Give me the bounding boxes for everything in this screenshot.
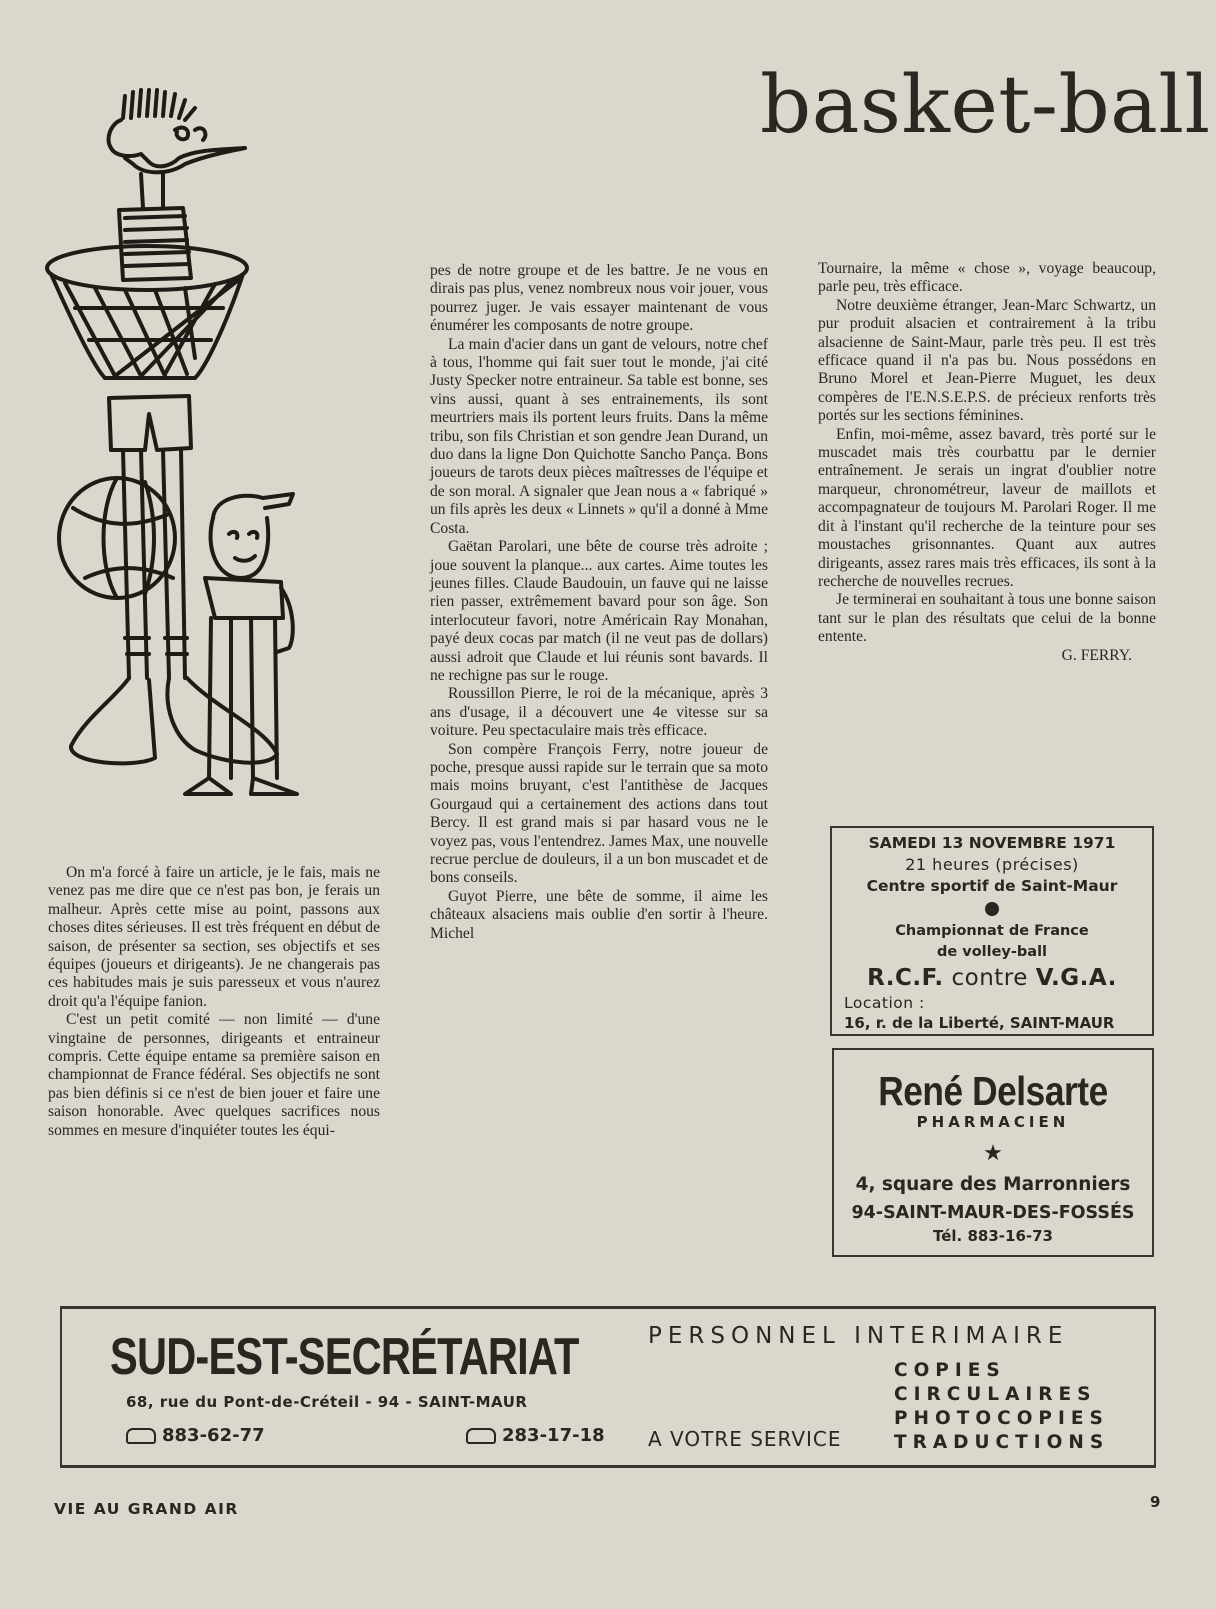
article-paragraph: On m'a forcé à faire un article, je le fais, mais ne venez pas me dire que ce n'est pas bon, je ferais un malheur. Après cette mise au point, passons aux choses dites sérieuses. Il est très fréquent en début de saison, de présenter sa section, ses objectifs et ses équipes (joueurs et dirigeants). Je ne changerais pas ces habitudes mais je suis paresseux et vous n'aurez droit qu'a l'équipe fanion.: [48, 864, 380, 1010]
telephone-icon: [126, 1428, 156, 1444]
ad-address: 68, rue du Pont-de-Créteil - 94 - SAINT-MAUR: [126, 1393, 528, 1411]
article-signature: G. FERRY.: [1061, 646, 1132, 664]
article-paragraph: Notre deuxième étranger, Jean-Marc Schwartz, un pur produit alsacien et contrairement à la tribu alsacienne de Saint-Maur, parle très peu. Il est très efficace quand il n'a pas bu. Nous possédons en Bruno Morel et Jean-Pierre Muguet, les deux compères de l'E.N.S.E.P.S. de précieux renforts très portés sur les sections féminines.: [818, 296, 1156, 425]
pharmacy-address-city: 94-SAINT-MAUR-DES-FOSSÉS: [851, 1203, 1135, 1223]
article-paragraph: Je terminerai en souhaitant à tous une bonne saison tant sur le plan des résultats que celui de la bonne entente.: [818, 591, 1156, 646]
ad-phone-number: 883-62-77: [162, 1425, 265, 1446]
event-location-label: Location :: [844, 994, 925, 1012]
article-paragraph: Tournaire, la même « chose », voyage beaucoup, parle peu, très efficace.: [818, 260, 1156, 296]
article-paragraph: Guyot Pierre, une bête de somme, il aime les châteaux alsaciens mais oublie d'en sortir à l'heure. Michel: [430, 887, 768, 942]
article-column-1: [48, 864, 380, 1140]
page-number: 9: [1150, 1493, 1161, 1511]
event-time: 21 heures (précises): [905, 855, 1079, 874]
ad-tagline: PERSONNEL INTERIMAIRE: [648, 1323, 1069, 1349]
ad-service-line: A VOTRE SERVICE: [648, 1427, 842, 1451]
pharmacy-phone: Tél. 883-16-73: [933, 1227, 1053, 1245]
ad-phone-2: [466, 1425, 605, 1446]
ad-phone-1: [126, 1425, 265, 1446]
ad-phone-number: 283-17-18: [502, 1425, 605, 1446]
ad-service-item: CIRCULAIRES: [894, 1384, 1097, 1405]
article-column-3: [818, 260, 1156, 665]
event-location-address: 16, r. de la Liberté, SAINT-MAUR: [844, 1014, 1115, 1032]
event-versus: contre: [951, 965, 1028, 991]
article-paragraph: Roussillon Pierre, le roi de la mécanique, après 3 ans d'usage, il a découvert une 4e vitesse sur sa voiture. Peu spectaculaire mais très efficace.: [430, 685, 768, 740]
ad-service-item: TRADUCTIONS: [894, 1432, 1110, 1453]
event-championship: Championnat de France: [895, 923, 1089, 939]
telephone-icon: [466, 1428, 496, 1444]
article-column-2: [430, 262, 768, 943]
event-venue: Centre sportif de Saint-Maur: [866, 877, 1118, 895]
article-paragraph: La main d'acier dans un gant de velours, notre chef à tous, l'homme qui fait suer tout le monde, j'ai cité Justy Specker notre entraineur. Sa table est bonne, ses vins aussi, quant à ses entrainements, ils sont meurtriers mais ils portent leurs fruits. Dans la même tribu, son fils Christian et son gendre Jean Durand, un duo dans la ligne Don Quichotte Sancho Pança. Bons joueurs de tarots deux pièces maîtresses de l'équipe et de son moral. A signaler que Jean nous a « fabriqué » un fils après les deux « Linnets » qu'il a donné à Mme Costa.: [430, 335, 768, 537]
article-paragraph: Son compère François Ferry, notre joueur de poche, presque aussi rapide sur le terrain que sa moto mais moins bruyant, c'est l'antithèse de Jacques Gourgaud qui a certainement des actions dans tout Bercy. Il est grand mais si par hasard vous ne le voyez pas, vous l'entendrez. James Max, une nouvelle recrue perclue de douleurs, il a un bon muscadet et de bons conseils.: [430, 740, 768, 887]
pharmacy-address-street: 4, square des Marronniers: [855, 1174, 1131, 1195]
secretariat-ad-box: [60, 1306, 1156, 1468]
article-paragraph: Gaëtan Parolari, une bête de course très adroite ; joue souvent la planque... aux cartes. Aime toutes les jeunes filles. Claude Baudouin, un fauve qui ne laisse rien passer, extrêmement bavard pour son âge. Son interlocuteur favori, notre Américain Ray Monahan, payé deux cocas par match (il ne veut pas de dollars) aussi adroit que Claude et lui réunis sont bavards. Il ne rechigne pas sur le rouge.: [430, 538, 768, 684]
star-icon: ★: [983, 1141, 1003, 1166]
pharmacy-ad-box: [832, 1048, 1154, 1257]
article-paragraph: C'est un petit comité — non limité — d'une vingtaine de personnes, dirigeants et entraineur compris. Cette équipe entame sa première saison en championnat de France fédéral. Ses objectifs ne sont pas bien définis si ce n'est de bien jouer et faire une saison honorable. Avec quelques sacrifices nous sommes en mesure d'inquiéter toutes les équi-: [48, 1011, 380, 1139]
basketball-player-cartoon-icon: [45, 78, 305, 808]
article-paragraph: Enfin, moi-même, assez bavard, très porté sur le muscadet mais très courbattu par le dernier entraînement. Je serais un ingrat d'oublier notre marqueur, chronométreur, laveur de maillots et accompagnateur de toujours M. Parolari Roger. Il me dit à l'instant qu'il recherche de la teinture pour ses moustaches grisonnantes. Quant aux autres dirigeants, assez rares mais très efficaces, ils sont à la recherche de nouvelles recrues.: [818, 425, 1156, 590]
page-title: basket-ball: [760, 58, 1211, 151]
pharmacy-profession: PHARMACIEN: [916, 1113, 1070, 1131]
event-sport: de volley-ball: [936, 944, 1048, 960]
article-paragraph: pes de notre groupe et de les battre. Je ne vous en dirais pas plus, venez nombreux nous voir jouer, vous pourrez juger. Je vais essayer maintenant de vous énumérer les composants de notre groupe.: [430, 262, 768, 335]
ad-services-list: [894, 1359, 1109, 1455]
event-team-home: R.C.F.: [867, 965, 944, 991]
event-team-away: V.G.A.: [1035, 965, 1117, 991]
magazine-name: VIE AU GRAND AIR: [54, 1500, 239, 1518]
bullet-dot-icon: [985, 902, 999, 916]
event-date: SAMEDI 13 NOVEMBRE 1971: [868, 834, 1116, 852]
event-match: [832, 965, 1152, 991]
pharmacy-name: René Delsarte: [878, 1068, 1108, 1114]
ad-company-name: SUD-EST-SECRÉTARIAT: [110, 1328, 579, 1386]
event-announcement-box: [830, 826, 1154, 1036]
ad-service-item: PHOTOCOPIES: [894, 1408, 1109, 1429]
ad-service-item: COPIES: [894, 1360, 1006, 1381]
